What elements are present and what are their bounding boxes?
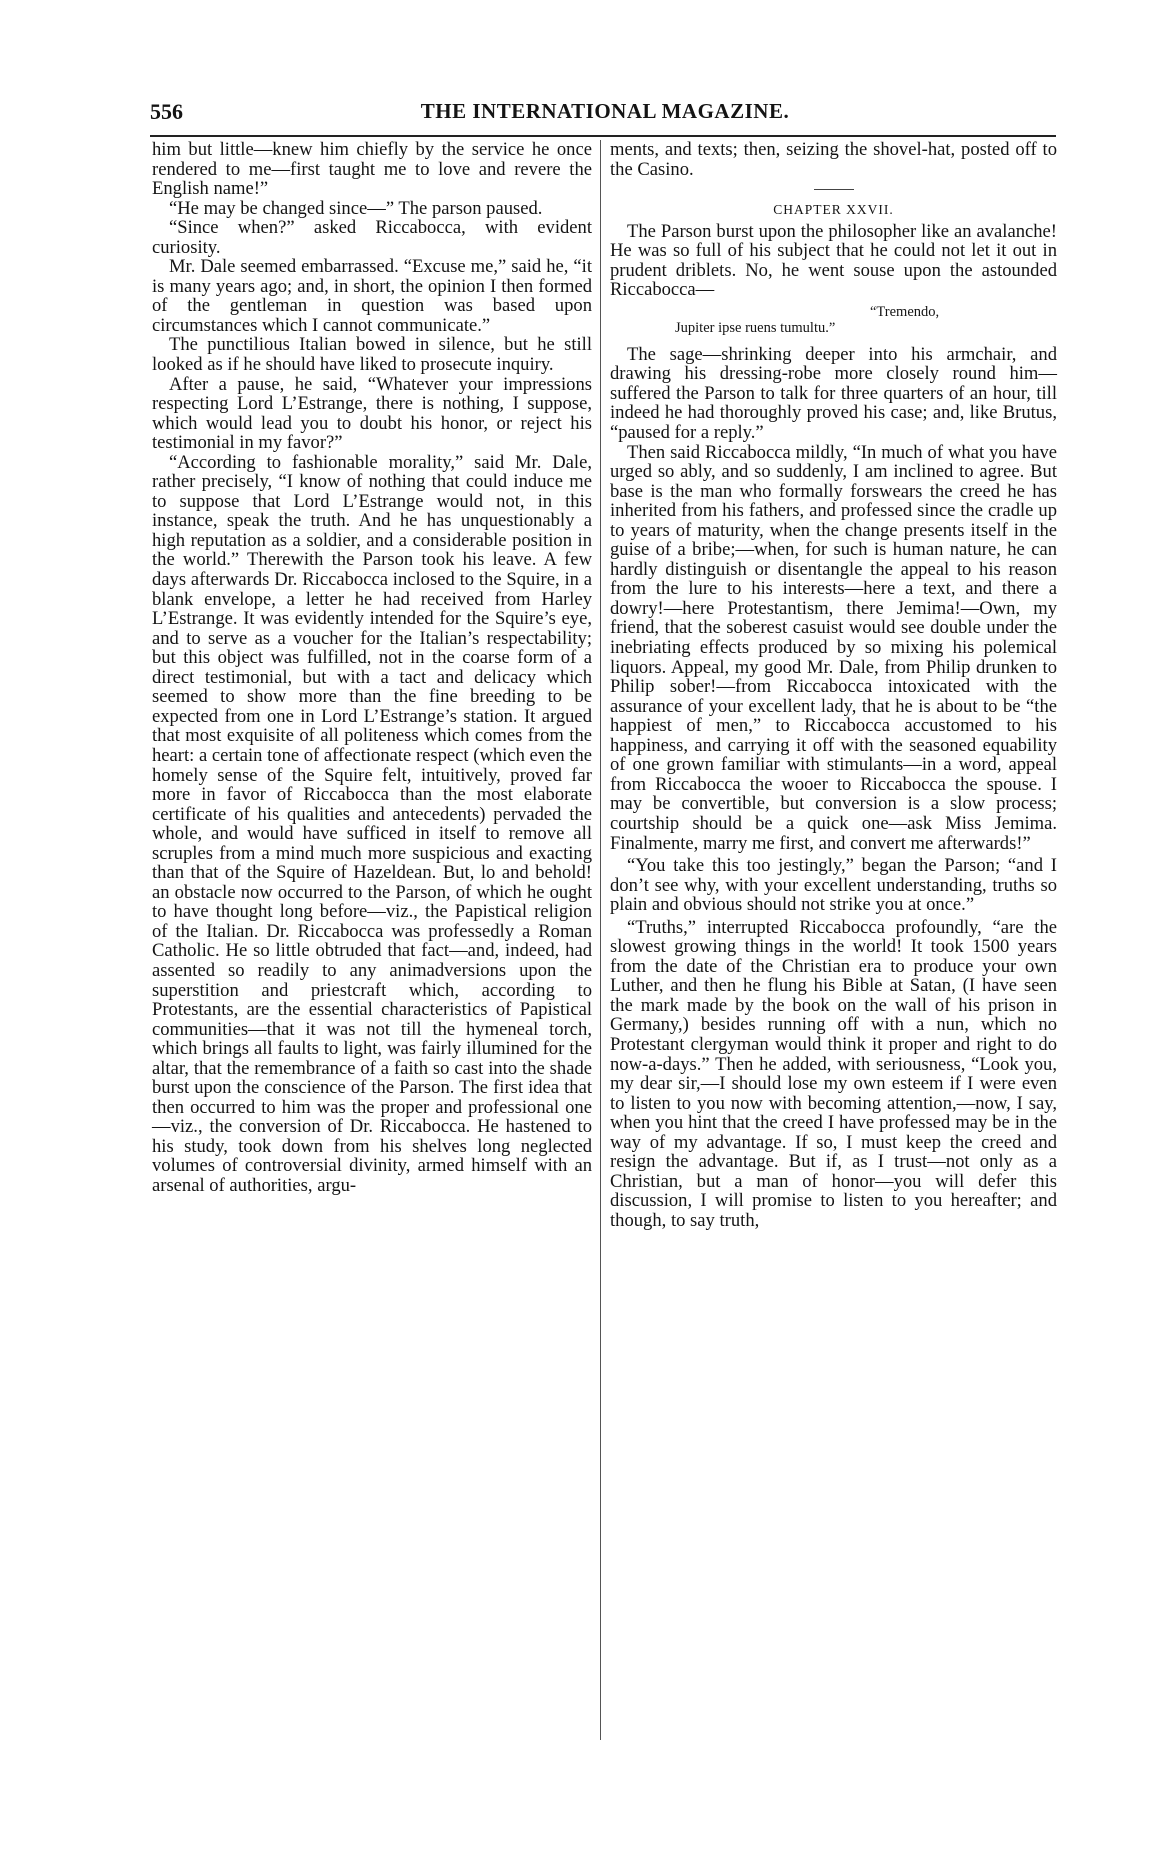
running-head: THE INTERNATIONAL MAGAZINE. bbox=[420, 99, 790, 123]
header-rule bbox=[150, 135, 1056, 137]
column-divider bbox=[600, 140, 601, 1740]
chapter-title: CHAPTER XXVII. bbox=[773, 202, 894, 218]
paragraph: “Truths,” interrupted Riccabocca profoundly, “are the slowest growing things in the world! It took 1500 years from the date of the Christian era to produce your own Luther, and then he flung his Bible at Satan, (I have seen the mark made by the book on the wall of his prison in Germany,) besides running off with a nun, which no Protestant clergyman would think it proper and right to do now-a-days.” Then he added, with seriousness, “Look you, my dear sir,—I should lose my own esteem if I were even to listen to you now with becoming attention,—now, I say, when you hint that the creed I have professed may be in the way of my advantage. If so, I must keep the creed and resign the advantage. But if, as I trust—not only as a Christian, but a man of honor—you will defer this discussion, I will promise to listen to you hereafter; and though, to say truth, bbox=[610, 916, 1057, 1231]
paragraph: “You take this too jestingly,” began the Parson; “and I don’t see why, with your excellent understanding, truths so plain and obvious should not strike you at once.” bbox=[610, 855, 1057, 916]
left-column bbox=[152, 140, 592, 1196]
right-column bbox=[610, 140, 1057, 1230]
epigraph bbox=[610, 304, 1057, 336]
paragraph: Then said Riccabocca mildly, “In much of what you have urged so ably, and so suddenly, I am inclined to agree. But base is the man who formally forswears the creed he has inherited from his fathers, and professed since the cradle up to years of maturity, when the change presents itself in the guise of a bribe;—when, for such is human nature, he can hardly distinguish or disentangle the appeal to his reason from the lure to his interests—here a text, and there a dowry!—here Protestantism, there Jemima!—Own, my friend, that the soberest casuist would see double under the inebriating effects produced by so mixing his polemical liquors. Appeal, my good Mr. Dale, from Philip drunken to Philip sober!—from Riccabocca intoxicated with the assurance of your excellent lady, that he is about to be “the happiest of men,” to Riccabocca accustomed to his happiness, and carrying it off with the seasoned equability of one grown familiar with stimulants—in a word, appeal from Riccabocca the wooer to Riccabocca the spouse. I may be convertible, but conversion is a slow process; courtship should be a quick one—ask Miss Jemima. Finalmente, marry me first, and convert me afterwards!” bbox=[610, 441, 1057, 854]
chapter-rule bbox=[814, 189, 854, 190]
paragraph: ments, and texts; then, seizing the shovel-hat, posted off to the Casino. bbox=[610, 139, 1057, 180]
epigraph-line: “Tremendo, bbox=[870, 303, 940, 320]
paragraph: “According to fashionable morality,” said Mr. Dale, rather precisely, “I know of nothing that could induce me to suppose that Lord L’Estrange would not, in this instance, speak the truth. And he has unquestionably a high reputation as a soldier, and a considerable position in the world.” Therewith the Parson took his leave. A few days afterwards Dr. Riccabocca inclosed to the Squire, in a blank envelope, a letter he had received from Harley L’Estrange. It was evidently intended for the Squire’s eye, and to serve as a voucher for the Italian’s respectability; but this object was fulfilled, not in the coarse form of a direct testimonial, but with a tact and delicacy which seemed to show more than the fine breeding to be expected from one in Lord L’Estrange’s station. It argued that most exquisite of all politeness which comes from the heart: a certain tone of affectionate respect (which even the homely sense of the Squire felt, intuitively, proved far more in favor of Riccabocca than the most elaborate certificate of his qualities and antecedents) pervaded the whole, and would have sufficed in itself to remove all scruples from a mind much more suspicious and exacting than that of the Squire of Hazeldean. But, lo and behold! an obstacle now occurred to the Parson, of which he ought to have thought long before—viz., the Papistical religion of the Italian. Dr. Riccabocca was professedly a Roman Catholic. He so little obtruded that fact—and, indeed, had assented so readily to any animadversions upon the superstition and priestcraft which, according to Protestants, are the essential characteristics of Papistical communities—that it was not till the hymeneal torch, which brings all faults to light, was fairly illumined for the altar, that the remembrance of a faith so cast into the shade burst upon the conscience of the Parson. The first idea that then occurred to him was the proper and professional one—viz., the conversion of Dr. Riccabocca. He hastened to his study, took down from his shelves long neglected volumes of controversial divinity, armed himself with an arsenal of authorities, argu- bbox=[152, 451, 592, 1196]
paragraph: Mr. Dale seemed embarrassed. “Excuse me,” said he, “it is many years ago; and, in short, the opinion I then formed of the gentleman in question was based upon circumstances which I cannot communicate.” bbox=[152, 256, 592, 336]
page-header bbox=[150, 99, 1060, 125]
page-number: 556 bbox=[150, 99, 183, 124]
paragraph: him but little—knew him chiefly by the service he once rendered to me—first taught me to love and revere the English name!” bbox=[152, 139, 592, 200]
paragraph: After a pause, he said, “Whatever your impressions respecting Lord L’Estrange, there is nothing, I suppose, which would lead you to doubt his honor, or reject his testimonial in my favor?” bbox=[152, 373, 592, 454]
paragraph: The sage—shrinking deeper into his armchair, and drawing his dressing-robe more closely round him—suffered the Parson to talk for three quarters of an hour, till indeed he had thoroughly proved his case; and, like Brutus, “paused for a reply.” bbox=[610, 343, 1057, 444]
paragraph: “He may be changed since—” The parson paused. bbox=[169, 197, 543, 219]
paragraph: The punctilious Italian bowed in silence, but he still looked as if he should have liked to prosecute inquiry. bbox=[152, 334, 592, 376]
epigraph-line: Jupiter ipse ruens tumultu.” bbox=[675, 319, 836, 336]
paragraph: The Parson burst upon the philosopher like an avalanche! He was so full of his subject that he could not let it out in prudent driblets. No, he went souse upon the astounded Riccabocca— bbox=[610, 220, 1057, 301]
paragraph: “Since when?” asked Riccabocca, with evident curiosity. bbox=[152, 217, 592, 258]
